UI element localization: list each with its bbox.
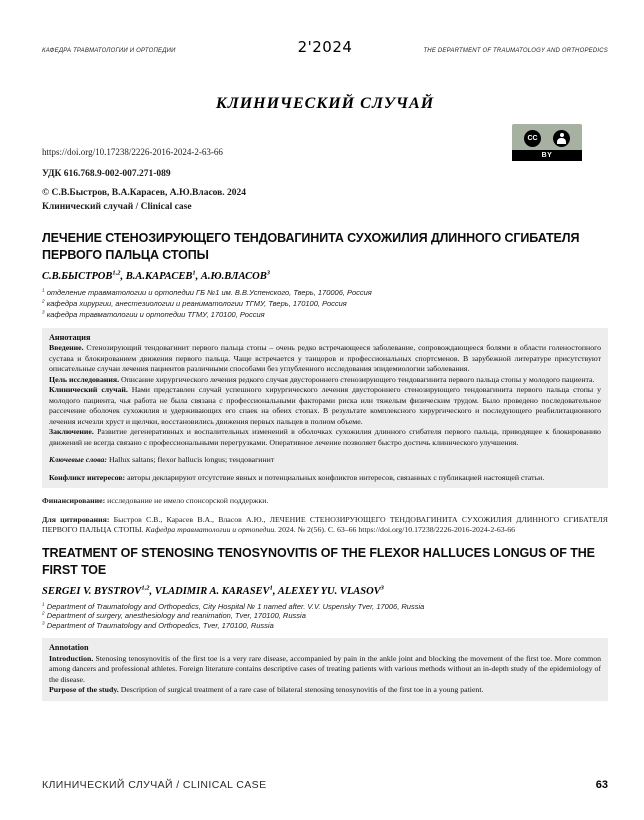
keywords-text: Hallux saltans; flexor hallucis longus; тендовагинит [108, 455, 275, 465]
article-type-label: Клинический случай / Clinical case [42, 202, 192, 212]
person-icon [553, 130, 570, 147]
en-authors-line [42, 586, 608, 598]
abstract-paragraph [49, 375, 601, 386]
cc-circles [512, 124, 582, 150]
author [201, 271, 270, 282]
author-superscript: 1 [192, 269, 196, 277]
keywords-label: Ключевые слова: [49, 455, 108, 465]
en-article-title: TREATMENT OF STENOSING TENOSYNOVITIS OF THE FLEXOR HALLUCES LONGUS OF THE FIRST TOE [42, 545, 595, 577]
ru-abstract-box [42, 328, 608, 489]
paragraph-text: Description of surgical treatment of a rare case of bilateral stenosing tenosynovitis of the first toe in a young patient. [120, 685, 484, 694]
financing-text: исследование не имело спонсорской поддержки. [107, 496, 269, 506]
doi-link[interactable]: https://doi.org/10.17238/2226-2016-2024-2-63-66 [42, 147, 223, 157]
running-head [42, 38, 608, 56]
paragraph-text: Описание хирургического лечения редкого случая двустороннего стенозирующего тендовагинита первого пальца стопы у молодого пациента. [120, 374, 595, 384]
conflict-line [49, 473, 601, 484]
udk-label: УДК 616.768.9-002-007.271-089 [42, 169, 171, 179]
affiliation-item: $^1$ Department of Traumatology and Orthopedics, City Hospital № 1 named after. V.V. Uspensky Tver, 17006, Russia [42, 601, 425, 611]
citation-line [42, 515, 608, 536]
author-superscript: 1 [269, 584, 273, 592]
paragraph-text: Развитие дегенеративных и воспалительных изменений в оболочках сухожилия длинного сгибателя первого пальца, приводящее к блокированию движений не всегда связано с профессиональными перегрузками. Оперативное лечение позволяет быстро достичь клинического улучшения. [49, 427, 601, 447]
abstract-paragraph [49, 343, 601, 375]
section-title: КЛИНИЧЕСКИЙ СЛУЧАЙ [215, 95, 435, 112]
author-name: С.В.БЫСТРОВ [42, 271, 113, 282]
author [42, 271, 126, 282]
keywords-line [49, 455, 601, 466]
ru-affiliations [42, 287, 608, 321]
author-name: В.А.КАРАСЕВ [125, 271, 193, 282]
by-label: BY [512, 150, 582, 161]
conflict-text: авторы декларируют отсутствие явных и потенциальных конфликтов интересов, связанных с публикацией настоящей статьи. [127, 472, 545, 482]
page-footer [42, 779, 608, 791]
issue-number: 2'2024 [297, 38, 353, 56]
author [126, 271, 201, 282]
author-superscript: 1,2 [141, 584, 150, 592]
annotation-heading: Annotation [49, 643, 89, 652]
author [42, 586, 155, 597]
affiliation-item: $^2$ кафедра хирургии, анестезиологии и реаниматологии ТГМУ, Тверь, 170100, Россия [42, 298, 347, 309]
paragraph-label: Клинический случай. [49, 385, 128, 395]
en-affiliations [42, 602, 608, 631]
cc-by-license-badge[interactable] [512, 124, 582, 161]
running-head-left: КАФЕДРА ТРАВМАТОЛОГИИ И ОРТОПЕДИИ [42, 48, 176, 54]
affiliation-item: $^2$ Department of surgery, anesthesiology and reanimation, Tver, 170100, Russia [42, 610, 306, 621]
financing-label: Финансирование: [42, 496, 106, 506]
paragraph-label: Цель исследования. [49, 374, 120, 384]
running-head-right: THE DEPARTMENT OF TRAUMATOLOGY AND ORTHOPEDICS [423, 48, 608, 54]
author-name: А.Ю.ВЛАСОВ [200, 271, 267, 282]
author [278, 586, 384, 597]
paragraph-text: Stenosing tenosynovitis of the first toe is a very rare disease, accompanied by pain in the ankle joint and blocking the movement of the first toe. More common among dancers and professional athletes. Foreign literature contains descriptive cases of treating patients with various methods without an in-depth study of the epidemiology of the disease. [49, 653, 601, 684]
footer-section-label: КЛИНИЧЕСКИЙ СЛУЧАЙ / CLINICAL CASE [42, 779, 267, 791]
author-superscript: 3 [266, 269, 271, 277]
paragraph-text: Стенозирующий тендовагинит первого пальца стопы – очень редко встречающееся заболевание, сопровождающееся болями в области голеностопного сустава и блокированием движения первого пальца. Чаще встречается у танцоров и профессиональных спортсменов. В зарубежной литературе присутствуют описательные случаи лечения пациентов различными способами без углубленного исследования эпидемиологии заболевания. [49, 343, 602, 374]
english-block [42, 545, 608, 701]
paragraph-text: Нами представлен случай успешного хирургического лечения двустороннего стенозирующего тендовагинита первого пальца стопы у молодого пациента, чья работа не была связана с профессиональными факторами риска или тяжелым физическим трудом. Было проведено последовательное рассечение оболочек сухожилия и удерживающих его спаек на обеих стопах. В результате комплексного хирургического и последующего реабилитационного лечения исчезли хруст и щелчки, восстановились движения первых пальцев в полном объеме. [49, 385, 602, 426]
affiliation-item: $^3$ Department of Traumatology and Orthopedics, Tver, 170100, Russia [42, 620, 274, 631]
ru-authors-line [42, 271, 608, 283]
affiliation-item: $^1$ отделение травматологии и ортопедии ГБ №1 им. В.В.Успенского, Тверь, 170006, Россия [42, 287, 372, 297]
citation-journal: Кафедра травматологии и ортопедии. [145, 525, 277, 535]
conflict-label: Конфликт интересов: [49, 472, 126, 482]
paragraph-label: Заключение. [49, 427, 94, 437]
author-superscript: 3 [380, 584, 384, 592]
affiliation-item: $^3$ кафедра травматологии и ортопедии ТГМУ, 170100, Россия [42, 309, 265, 320]
en-annotation-box [42, 638, 608, 701]
author-name: ALEXEY YU. VLASOV [277, 585, 381, 597]
financing-line [42, 496, 608, 507]
page-number: 63 [595, 779, 608, 791]
author-superscript: 1,2 [112, 269, 121, 277]
abstract-paragraph [49, 427, 601, 448]
copyright-label: © С.В.Быстров, В.А.Карасев, А.Ю.Власов. 2024 [42, 188, 247, 198]
paragraph-label: Purpose of the study. [49, 685, 119, 694]
paragraph-label: Introduction. [49, 653, 94, 663]
annotation-paragraph [49, 654, 601, 686]
abstract-heading: Аннотация [49, 332, 91, 342]
ru-article-title: ЛЕЧЕНИЕ СТЕНОЗИРУЮЩЕГО ТЕНДОВАГИНИТА СУХОЖИЛИЯ ДЛИННОГО СГИБАТЕЛЯ ПЕРВОГО ПАЛЬЦА СТОПЫ [42, 231, 580, 262]
paragraph-label: Введение. [49, 343, 84, 353]
citation-text: 2024. № 2(56). С. 63–66 https://doi.org/10.17238/2226-2016-2024-2-63-66 [278, 525, 516, 535]
citation-label: Для цитирования: [42, 514, 110, 524]
author [155, 586, 278, 597]
annotation-paragraph [49, 685, 601, 696]
cc-icon: CC [524, 130, 541, 147]
abstract-paragraph [49, 385, 601, 427]
author-name: VLADIMIR A. KARASEV [154, 585, 270, 597]
author-name: SERGEI V. BYSTROV [42, 585, 142, 597]
citation-text: Быстров С.В., Карасев В.А., Власов А.Ю., ЛЕЧЕНИЕ СТЕНОЗИРУЮЩЕГО ТЕНДОВАГИНИТА СУХОЖИЛИЯ ДЛИННОГО СГИБАТЕЛЯ ПЕРВОГО ПАЛЬЦА СТОПЫ. [42, 514, 608, 535]
